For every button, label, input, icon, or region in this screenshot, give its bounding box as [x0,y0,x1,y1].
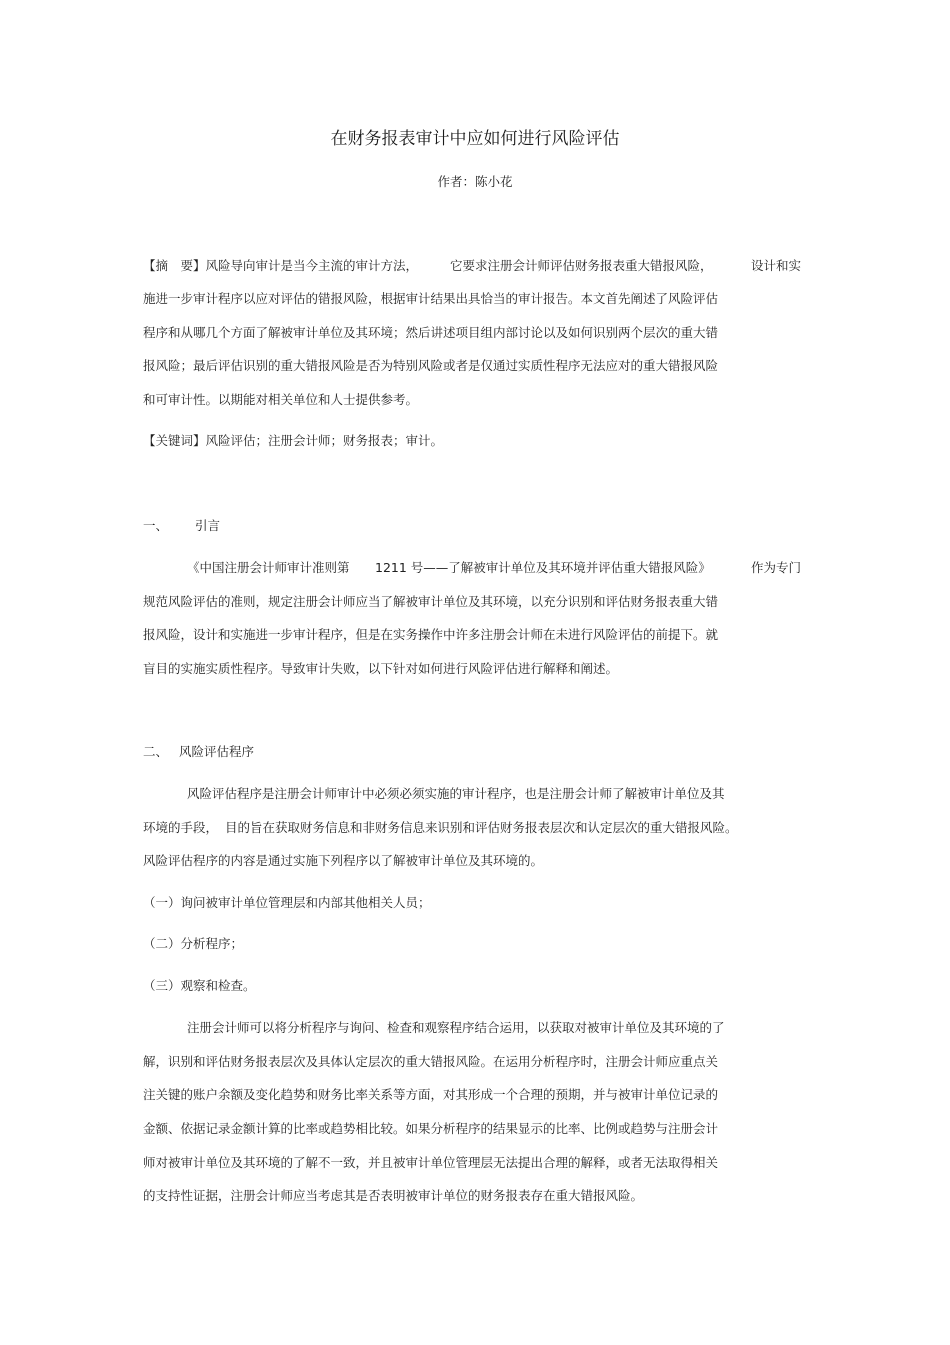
section-2-para-1-line-2a: 环境的手段， [143,820,219,835]
abstract-line-1c: 设计和实 [751,258,802,273]
section-2-number: 二、 [143,744,169,759]
section-1-line-2: 规范风险评估的准则，规定注册会计师应当了解被审计单位及其环境，以充分识别和评估财务报表重大错 [143,594,719,609]
list-item: （三）观察和检查。 [143,978,256,993]
abstract-line-5: 和可审计性。以期能对相关单位和人士提供参考。 [143,392,419,407]
author-line: 作者：陈小花 [437,174,513,189]
abstract-line-2: 施进一步审计程序以应对评估的错报风险，根据审计结果出具恰当的审计报告。本文首先阐述了风险评估 [143,291,719,306]
keywords-line: 【关键词】风险评估；注册会计师；财务报表；审计。 [143,433,444,448]
list-item: （一）询问被审计单位管理层和内部其他相关人员； [143,895,431,910]
abstract-line-1a: 【摘 要】风险导向审计是当今主流的审计方法， [143,258,419,273]
paper-title: 在财务报表审计中应如何进行风险评估 [330,129,620,149]
section-2-heading: 风险评估程序 [179,744,255,759]
section-1-line-1b: 1211 号——了解被审计单位及其环境并评估重大错报风险》 [375,560,711,575]
section-1-number: 一、 [143,518,169,533]
section-2-para-2-line-4: 金额、依据记录金额计算的比率或趋势相比较。如果分析程序的结果显示的比率、比例或趋势与注册会计 [143,1121,719,1136]
section-2-para-1-line-1: 风险评估程序是注册会计师审计中必须必须实施的审计程序，也是注册会计师了解被审计单位及其 [187,786,725,801]
section-1-heading: 引言 [195,518,221,533]
section-2-para-1-line-3: 风险评估程序的内容是通过实施下列程序以了解被审计单位及其环境的。 [143,853,544,868]
section-1-line-3: 报风险，设计和实施进一步审计程序，但是在实务操作中许多注册会计师在未进行风险评估的前提下。就 [143,627,719,642]
section-1-line-1a: 《中国注册会计师审计准则第 [187,560,350,575]
abstract-line-4: 报风险；最后评估识别的重大错报风险是否为特别风险或者是仅通过实质性程序无法应对的重大错报风险 [143,358,719,373]
section-2-para-2-line-2: 解，识别和评估财务报表层次及具体认定层次的重大错报风险。在运用分析程序时，注册会计师应重点关 [143,1054,719,1069]
section-2-para-2-line-6: 的支持性证据，注册会计师应当考虑其是否表明被审计单位的财务报表存在重大错报风险。 [143,1188,644,1203]
section-1-line-4: 盲目的实施实质性程序。导致审计失败，以下针对如何进行风险评估进行解释和阐述。 [143,661,619,676]
list-item: （二）分析程序； [143,936,244,951]
section-2-para-2-line-5: 师对被审计单位及其环境的了解不一致，并且被审计单位管理层无法提出合理的解释，或者无法取得相关 [143,1155,719,1170]
section-1-line-1c: 作为专门 [751,560,802,575]
section-2-para-1-line-2b: 目的旨在获取财务信息和非财务信息来识别和评估财务报表层次和认定层次的重大错报风险。 [225,820,738,835]
abstract-line-3: 程序和从哪几个方面了解被审计单位及其环境；然后讲述项目组内部讨论以及如何识别两个层次的重大错 [143,325,719,340]
abstract-line-1b: 它要求注册会计师评估财务报表重大错报风险， [450,258,713,273]
section-2-para-2-line-3: 注关键的账户余额及变化趋势和财务比率关系等方面，对其形成一个合理的预期，并与被审计单位记录的 [143,1087,719,1102]
section-2-para-2-line-1: 注册会计师可以将分析程序与询问、检查和观察程序结合运用，以获取对被审计单位及其环境的了 [187,1020,725,1035]
